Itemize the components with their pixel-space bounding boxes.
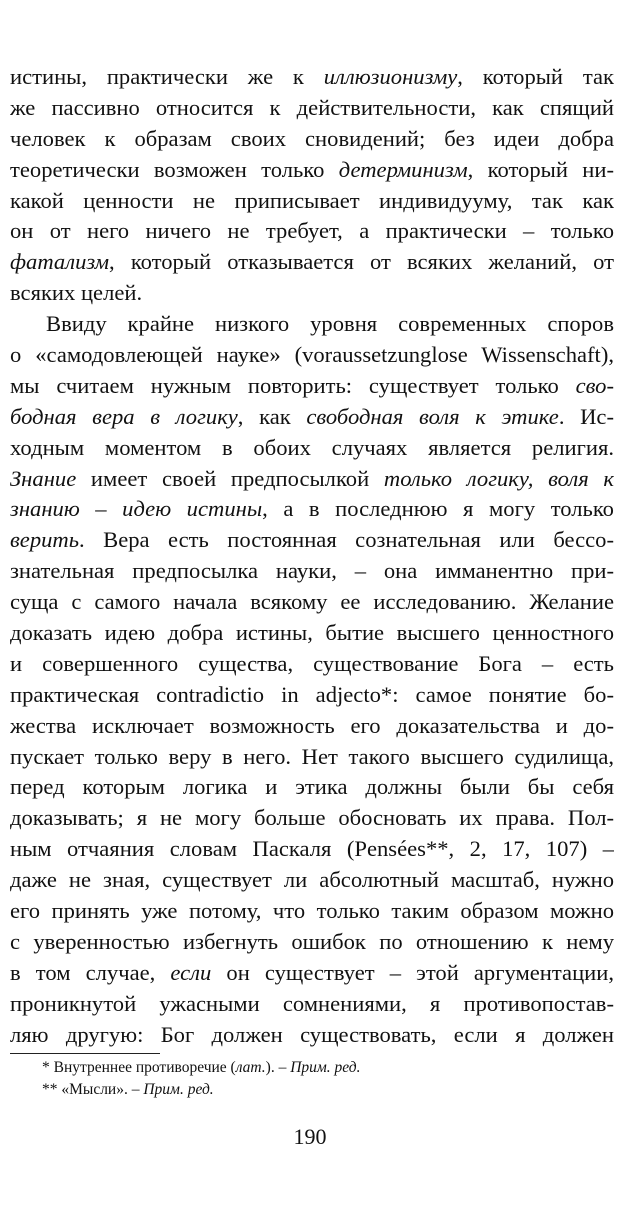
footnote-text: лат. xyxy=(235,1059,266,1076)
footnote-1 xyxy=(42,1058,361,1078)
text-line xyxy=(10,958,614,989)
text-run: перед которым логика и этика должны были бы себя xyxy=(10,774,614,800)
text-line xyxy=(10,525,614,556)
text-run: и совершенного существа, существование Бога – есть xyxy=(10,650,614,676)
italic-text: бодная вера в логику xyxy=(10,403,238,429)
text-run: ходным моментом в обоих случаях является религия. xyxy=(10,434,614,460)
italic-text: только логику, воля к xyxy=(383,465,614,491)
text-run: даже не зная, существует ли абсолютный масштаб, нужно xyxy=(10,867,614,893)
italic-text: детерминизм xyxy=(338,156,468,182)
italic-text: сво- xyxy=(575,372,614,398)
text-line xyxy=(10,216,614,247)
text-run: знательная предпосылка науки, – она имманентно при- xyxy=(10,558,614,584)
italic-text: знанию – идею истины xyxy=(10,496,263,522)
text-run: он от него ничего не требует, а практически – только xyxy=(10,218,614,244)
text-line xyxy=(10,556,614,587)
text-line xyxy=(10,587,614,618)
text-run: человек к образам своих сновидений; без идеи добра xyxy=(10,125,614,151)
text-line xyxy=(10,865,614,896)
text-line xyxy=(10,896,614,927)
text-run: же пассивно относится к действительности, как спящий xyxy=(10,94,614,120)
text-run: какой ценности не приписывает индивидууму, так как xyxy=(10,187,614,213)
text-run: в том случае, xyxy=(10,959,171,985)
page-number: 190 xyxy=(293,1124,327,1149)
text-line xyxy=(10,309,614,340)
text-run: о «самодовлеющей науке» (voraussetzunglose Wissenschaft), xyxy=(10,342,614,368)
text-line xyxy=(10,186,614,217)
text-line xyxy=(10,464,614,495)
text-run: имеет своей предпосылкой xyxy=(76,465,384,491)
text-run: проникнутой ужасными сомнениями, я противопостав- xyxy=(10,990,614,1016)
footnote-text: ). – xyxy=(265,1059,291,1076)
text-line xyxy=(10,155,614,186)
text-run: доказать идею добра истины, бытие высшего ценностного xyxy=(10,620,614,646)
text-line xyxy=(10,402,614,433)
text-run: его принять уже потому, что только таким образом можно xyxy=(10,898,614,924)
text-run: Ввиду крайне низкого уровня современных споров xyxy=(46,311,614,337)
italic-text: верить xyxy=(10,527,80,553)
footnote-divider xyxy=(10,1053,160,1054)
text-line xyxy=(10,124,614,155)
text-line xyxy=(10,62,614,93)
footnote-marker: * xyxy=(42,1059,54,1076)
text-line xyxy=(10,649,614,680)
text-line xyxy=(10,278,614,309)
text-line xyxy=(10,742,614,773)
footnote-text: Прим. ред. xyxy=(290,1059,361,1076)
text-run: практическая contradictio in adjecto*: самое понятие бо- xyxy=(10,681,614,707)
footnote-text: «Мысли». – xyxy=(61,1081,144,1098)
text-run: пускает только веру в него. Нет такого высшего судилища, xyxy=(10,743,614,769)
text-line xyxy=(10,772,614,803)
text-run: суща с самого начала всякому ее исследованию. Желание xyxy=(10,589,614,615)
text-run: мы считаем нужным повторить: существует только xyxy=(10,372,576,398)
text-run: с уверенностью избегнуть ошибок по отношению к нему xyxy=(10,928,614,954)
footnote-text: Внутреннее противоречие ( xyxy=(53,1059,236,1076)
text-run: жества исключает возможность его доказательства и до- xyxy=(10,712,614,738)
text-run: , который так xyxy=(457,64,614,89)
text-run: ляю другую: Бог должен существовать, если я должен xyxy=(10,1021,614,1047)
text-line xyxy=(10,1020,614,1051)
text-line xyxy=(10,618,614,649)
footnote-2 xyxy=(42,1080,214,1100)
text-line xyxy=(10,433,614,464)
text-run: , который ни- xyxy=(467,156,614,182)
text-run: , как xyxy=(237,403,307,429)
italic-text: если xyxy=(170,959,212,985)
text-line xyxy=(10,494,614,525)
text-line xyxy=(10,247,614,278)
text-run: доказывать; я не могу больше обосновать их права. Пол- xyxy=(10,805,614,831)
footnote-text: Прим. ред. xyxy=(143,1081,214,1098)
body-text xyxy=(10,62,614,1051)
text-line xyxy=(10,340,614,371)
italic-text: фатализм xyxy=(10,249,110,275)
text-run: . Вера есть постоянная сознательная или бессо- xyxy=(79,527,614,553)
text-run: теоретически возможен только xyxy=(10,156,339,182)
text-run: , а в последнюю я могу только xyxy=(262,496,614,522)
italic-text: Знание xyxy=(10,465,77,491)
text-line xyxy=(10,927,614,958)
italic-text: свободная воля к этике xyxy=(306,403,559,429)
text-run: он существует – этой аргументации, xyxy=(211,959,614,985)
text-run: , который отказывается от всяких желаний, от xyxy=(109,249,614,275)
text-line xyxy=(10,803,614,834)
text-line xyxy=(10,711,614,742)
text-run: . Ис- xyxy=(558,403,614,429)
text-line xyxy=(10,93,614,124)
text-line xyxy=(10,371,614,402)
text-run: всяких целей. xyxy=(10,280,143,306)
text-line xyxy=(10,680,614,711)
text-run: истины, практически же к xyxy=(10,64,324,89)
text-line xyxy=(10,834,614,865)
text-line xyxy=(10,989,614,1020)
footnote-marker: ** xyxy=(42,1081,62,1098)
italic-text: иллюзионизму xyxy=(323,64,458,89)
text-run: ным отчаяния словам Паскаля (Pensées**, 2, 17, 107) – xyxy=(10,836,614,862)
